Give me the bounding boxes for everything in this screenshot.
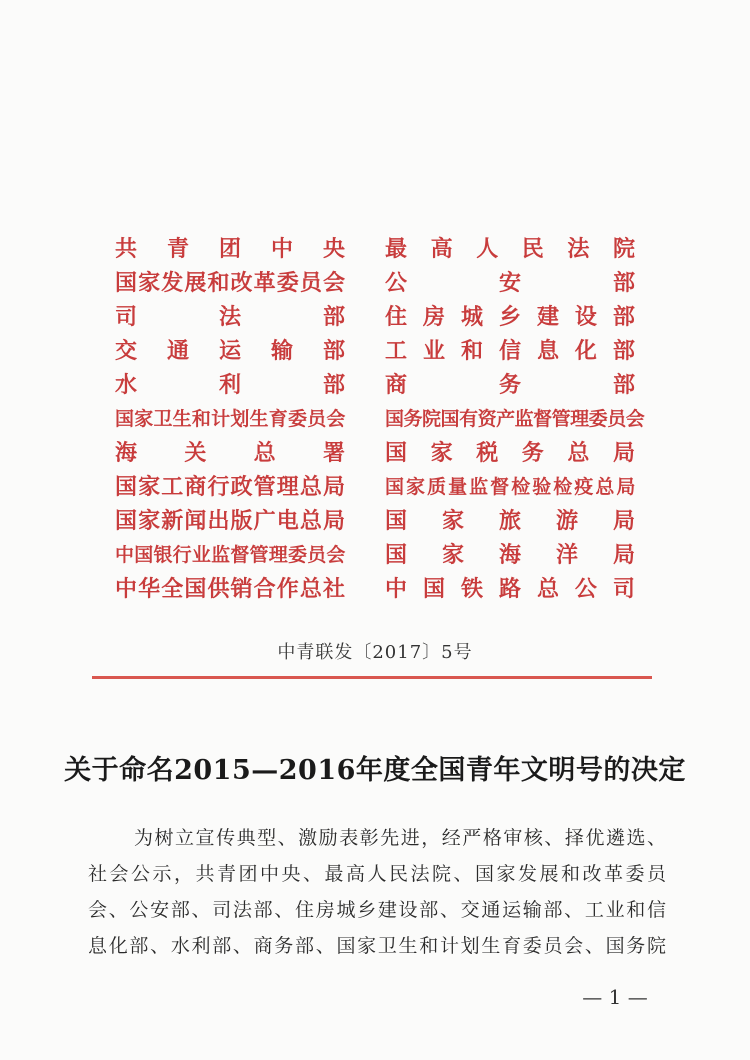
issuer-left: 海 关 总 署 (115, 440, 345, 466)
body-line: 会、公安部、司法部、住房城乡建设部、交通运输部、工业和信 (88, 899, 666, 921)
document-title: 关于命名2015—2016年度全国青年文明号的决定 (64, 755, 686, 786)
issuer-left: 国 家 发 展 和 改 革 委 员 会 (115, 270, 345, 296)
body-line: 为树立宣传典型、激励表彰先进，经严格审核、择优遴选、 (134, 827, 666, 849)
issuer-right: 中 国 铁 路 总 公 司 (385, 576, 635, 602)
issuer-left: 中 华 全 国 供 销 合 作 总 社 (115, 576, 345, 602)
red-divider-line (92, 676, 652, 679)
issuer-left: 水 利 部 (115, 372, 345, 398)
issuer-row (115, 402, 645, 436)
issuer-left: 司 法 部 (115, 304, 345, 330)
issuer-row (115, 368, 635, 402)
issuer-left: 交 通 运 输 部 (115, 338, 345, 364)
issuer-right: 国 家 质 量 监 督 检 验 检 疫 总 局 (385, 476, 635, 498)
issuer-right: 国 家 海 洋 局 (385, 542, 635, 568)
issuer-row (115, 572, 635, 606)
issuer-right: 国 家 旅 游 局 (385, 508, 635, 534)
body-line: 息化部、水利部、商务部、国家卫生和计划生育委员会、国务院 (88, 935, 666, 957)
issuer-row (115, 266, 635, 300)
issuer-right: 公 安 部 (385, 270, 635, 296)
body-paragraph (88, 820, 666, 964)
issuer-row (115, 470, 635, 504)
issuer-right: 国 务 院 国 有 资 产 监 督 管 理 委 员 会 (385, 408, 645, 430)
issuer-left: 共 青 团 中 央 (115, 236, 345, 262)
issuer-right: 住 房 城 乡 建 设 部 (385, 304, 635, 330)
issuer-left: 国 家 工 商 行 政 管 理 总 局 (115, 474, 345, 500)
issuer-right: 国 家 税 务 总 局 (385, 440, 635, 466)
issuer-row (115, 232, 635, 266)
issuer-left: 国 家 新 闻 出 版 广 电 总 局 (115, 508, 345, 534)
issuer-row (115, 504, 635, 538)
issuer-row (115, 436, 635, 470)
issuer-left: 国 家 卫 生 和 计 划 生 育 委 员 会 (115, 408, 345, 430)
document-number: 中青联发〔2017〕5号 (277, 642, 473, 663)
issuer-left: 中 国 银 行 业 监 督 管 理 委 员 会 (115, 544, 345, 566)
body-line: 社会公示，共青团中央、最高人民法院、国家发展和改革委员 (88, 863, 666, 885)
page-number: — 1 — (582, 985, 648, 1009)
issuer-right: 工 业 和 信 息 化 部 (385, 338, 635, 364)
issuer-right: 商 务 部 (385, 372, 635, 398)
issuer-row (115, 300, 635, 334)
issuer-row (115, 538, 635, 572)
issuer-right: 最 高 人 民 法 院 (385, 236, 635, 262)
issuer-row (115, 334, 635, 368)
